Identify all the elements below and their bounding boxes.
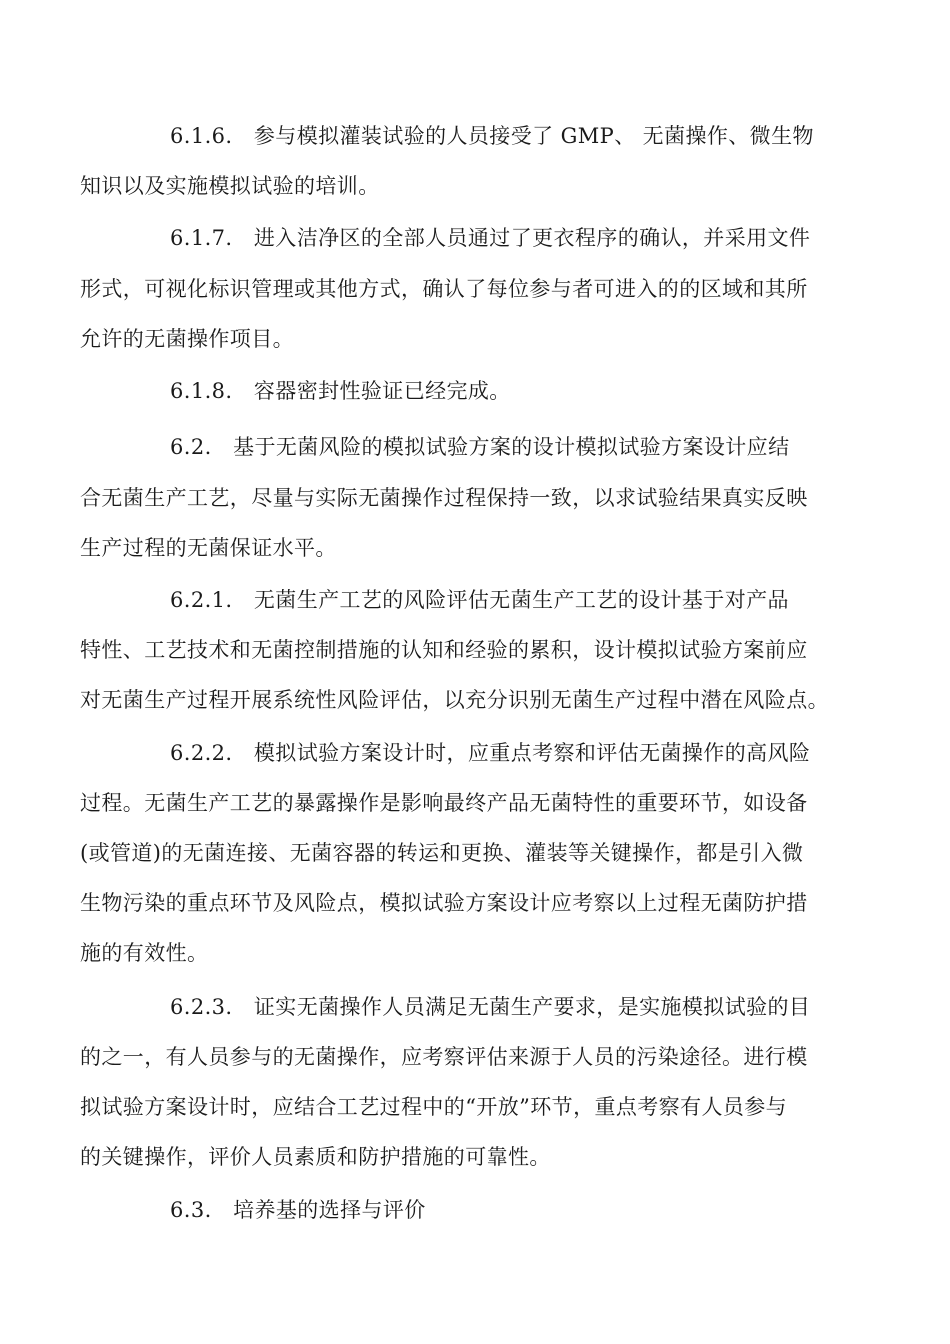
text-line-6-1-6: 6.1.6. 参与模拟灌装试验的人员接受了 GMP、 无菌操作、微生物: [170, 124, 814, 148]
text-line: 形式，可视化标识管理或其他方式，确认了每位参与者可进入的的区域和其所: [80, 277, 808, 301]
text-line: 合无菌生产工艺，尽量与实际无菌操作过程保持一致，以求试验结果真实反映: [80, 486, 808, 510]
text-line-6-2-3: 6.2.3. 证实无菌操作人员满足无菌生产要求，是实施模拟试验的目: [170, 995, 811, 1019]
text-line: (或管道)的无菌连接、无菌容器的转运和更换、灌装等关键操作，都是引入微: [80, 841, 804, 865]
text-line: 施的有效性。: [80, 941, 209, 965]
text-line: 特性、工艺技术和无菌控制措施的认知和经验的累积，设计模拟试验方案前应: [80, 638, 808, 662]
text-line: 的关键操作，评价人员素质和防护措施的可靠性。: [80, 1145, 551, 1169]
text-line-6-2-1: 6.2.1. 无菌生产工艺的风险评估无菌生产工艺的设计基于对产品: [170, 588, 789, 612]
text-line: 的之一，有人员参与的无菌操作，应考察评估来源于人员的污染途径。进行模: [80, 1045, 808, 1069]
text-line-6-1-8: 6.1.8. 容器密封性验证已经完成。: [170, 379, 511, 403]
text-line: 生物污染的重点环节及风险点，模拟试验方案设计应考察以上过程无菌防护措: [80, 891, 808, 915]
text-line: 过程。无菌生产工艺的暴露操作是影响最终产品无菌特性的重要环节，如设备: [80, 791, 808, 815]
text-line: 生产过程的无菌保证水平。: [80, 536, 337, 560]
text-line: 拟试验方案设计时，应结合工艺过程中的“开放”环节，重点考察有人员参与: [80, 1095, 788, 1119]
text-line: 知识以及实施模拟试验的培训。: [80, 174, 380, 198]
text-line-6-2: 6.2. 基于无菌风险的模拟试验方案的设计模拟试验方案设计应结: [170, 435, 790, 459]
text-line: 允许的无菌操作项目。: [80, 327, 294, 351]
text-line: 对无菌生产过程开展系统性风险评估，以充分识别无菌生产过程中潜在风险点。: [80, 688, 829, 712]
text-line-6-1-7: 6.1.7. 进入洁净区的全部人员通过了更衣程序的确认，并采用文件: [170, 226, 811, 250]
text-line-6-2-2: 6.2.2. 模拟试验方案设计时，应重点考察和评估无菌操作的高风险: [170, 741, 811, 765]
text-line-6-3: 6.3. 培养基的选择与评价: [170, 1198, 426, 1222]
